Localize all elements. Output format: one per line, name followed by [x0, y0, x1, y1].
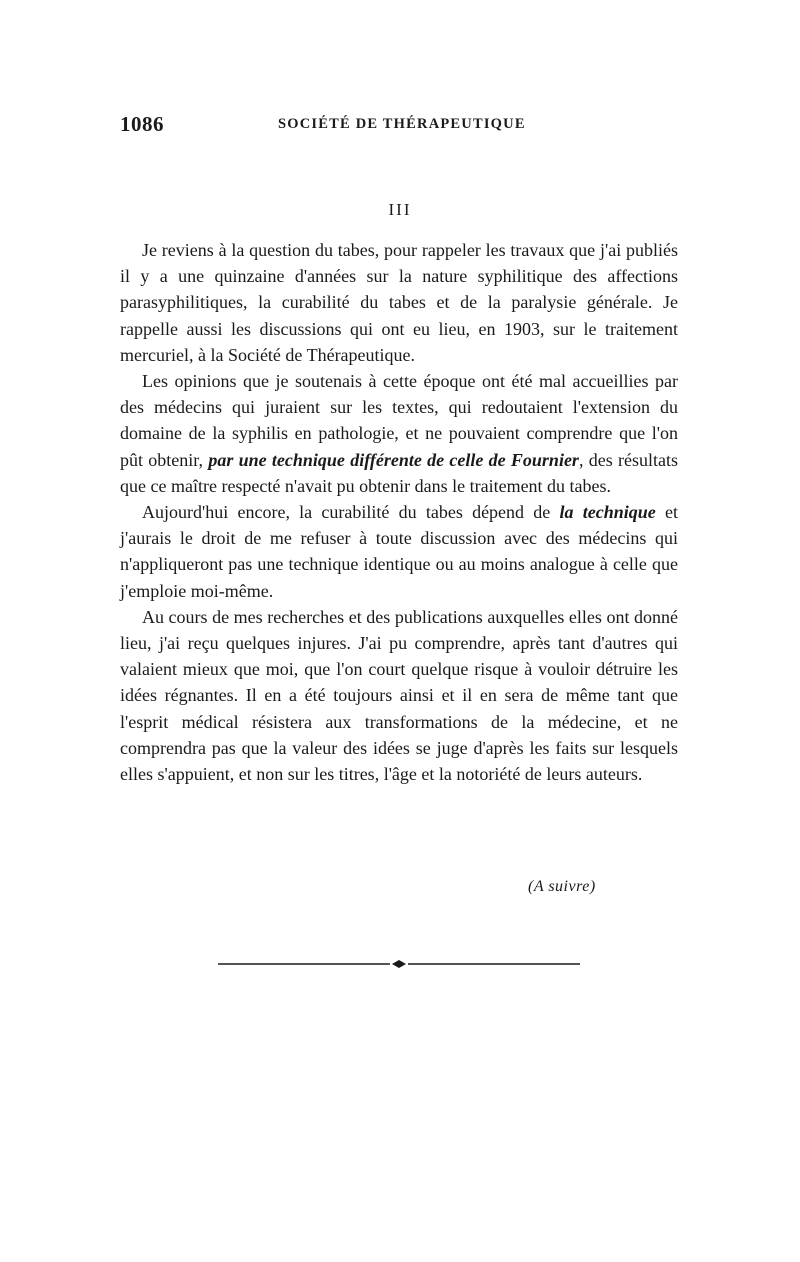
- paragraph-3-emphasis: la technique: [559, 502, 656, 523]
- paragraph-3-text-end: et j'aurais le droit de me refuser à toute discussion avec des médecins qui n'appliqueront pas une technique identique ou au moins analogue à celle que j'emploie moi-même.: [120, 502, 678, 601]
- paragraph-1: [120, 237, 678, 368]
- continuation-note: (A suivre): [528, 878, 596, 895]
- paragraph-3: [120, 499, 678, 604]
- journal-title: SOCIÉTÉ DE THÉRAPEUTIQUE: [278, 116, 526, 132]
- paragraph-1-text: Je reviens à la question du tabes, pour rappeler les travaux que j'ai publiés il y a une quinzaine d'années sur la nature syphilitique des affections parasyphilitiques, la curabilité du tabes et de la paralysie générale. Je rappelle aussi les discussions qui ont eu lieu, en 1903, sur le traitement mercuriel, à la Société de Thérapeutique.: [120, 240, 678, 365]
- end-ornament-rule: [218, 958, 580, 970]
- page-number: 1086: [120, 112, 164, 136]
- paragraph-3-text-start: Aujourd'hui encore, la curabilité du tabes dépend de: [142, 502, 560, 523]
- section-number: III: [388, 200, 412, 219]
- paragraph-2: [120, 368, 678, 499]
- ornament-diamond: [392, 960, 406, 968]
- running-head: [120, 112, 680, 142]
- paragraph-2-emphasis: par une technique différente de celle de Fournier: [208, 449, 579, 470]
- paragraph-4-text: Au cours de mes recherches et des publications auxquelles elles ont donné lieu, j'ai reçu quelques injures. J'ai pu comprendre, après tant d'autres qui valaient mieux que moi, que l'on court quelque risque à vouloir détruire les idées régnantes. Il en a été toujours ainsi et il en sera de même tant que l'esprit médical résistera aux transformations de la médecine, et ne comprendra pas que la valeur des idées se juge d'après les faits sur lesquels elles s'appuient, et non sur les titres, l'âge et la notoriété de leurs auteurs.: [120, 606, 678, 785]
- paragraph-2-text-start: Les opinions que je soutenais à cette époque ont été mal accueillies par des médecins qui juraient sur les textes, qui redoutaient l'extension du domaine de la syphilis en pathologie, et ne pouvaient comprendre que l'on pût obtenir,: [120, 371, 678, 470]
- body-text: [120, 237, 678, 787]
- paragraph-2-text-end: , des résultats que ce maître respecté n'avait pu obtenir dans le traitement du tabes.: [120, 449, 678, 496]
- paragraph-4: [120, 604, 678, 787]
